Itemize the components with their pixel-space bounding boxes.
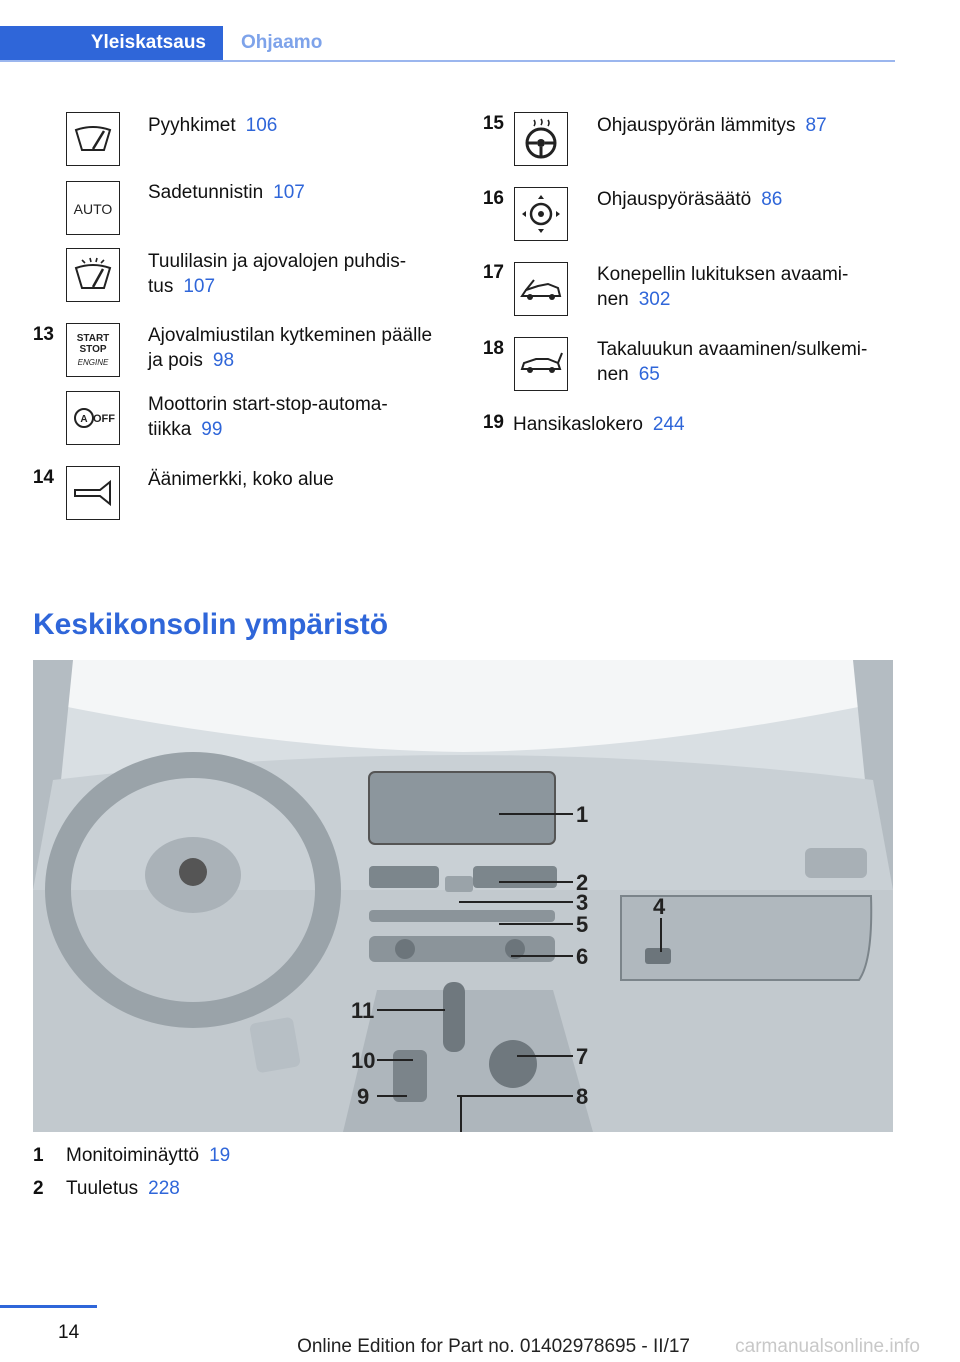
right-row-5-desc: Hansikaslokero 244 — [513, 414, 685, 435]
right-row-3-desc: Konepellin lukituksen avaami- nen 302 — [597, 264, 849, 310]
svg-text:A: A — [80, 414, 88, 425]
right-row-4-desc: Takaluukun avaaminen/sulkemi- nen 65 — [597, 339, 868, 385]
legend-item-2: Tuuletus 228 — [66, 1178, 180, 1199]
item-number: 18 — [482, 338, 504, 359]
item-number: 17 — [482, 262, 504, 283]
left-row-4-desc: Ajovalmiustilan kytkeminen päälle ja pois 98 — [148, 325, 433, 371]
page-ref[interactable]: 98 — [212, 350, 235, 371]
auto-icon — [66, 181, 120, 235]
edition-note: Online Edition for Part no. 01402978695 - II/17 — [297, 1336, 690, 1357]
trunk-icon — [514, 337, 568, 391]
callout-5: 5 — [576, 912, 589, 937]
steering-adjust-icon — [514, 187, 568, 241]
svg-text:AUTO: AUTO — [73, 201, 113, 217]
page-number: 14 — [58, 1322, 80, 1343]
left-row-2-desc: Sadetunnistin 107 — [148, 182, 305, 203]
tab-yleiskatsaus[interactable]: Yleiskatsaus — [0, 26, 223, 60]
page-ref[interactable]: 19 — [209, 1145, 231, 1166]
washer-icon — [66, 248, 120, 302]
callout-8: 8 — [576, 1084, 589, 1109]
wiper-icon — [66, 112, 120, 166]
callout-11: 11 — [351, 998, 375, 1023]
page-ref[interactable]: 87 — [805, 115, 827, 136]
svg-text:OFF: OFF — [93, 413, 115, 425]
page-ref[interactable]: 99 — [201, 419, 223, 440]
steering-heat-icon — [514, 112, 568, 166]
section-title: Keskikonsolin ympäristö — [33, 608, 389, 641]
left-row-6-desc: Äänimerkki, koko alue — [148, 469, 334, 490]
legend-number: 2 — [33, 1178, 44, 1199]
item-number: 16 — [482, 188, 504, 209]
footer-rule — [0, 1305, 97, 1308]
item-number: 15 — [482, 113, 504, 134]
callout-2: 2 — [576, 870, 589, 895]
header-tabs — [0, 26, 895, 62]
right-row-1-desc: Ohjauspyörän lämmitys 87 — [597, 115, 827, 136]
left-row-5-desc: Moottorin start-stop-automa- tiikka 99 — [148, 394, 388, 440]
svg-text:ENGINE: ENGINE — [77, 358, 109, 367]
tab-ohjaamo[interactable]: Ohjaamo — [241, 32, 323, 53]
center-console-illustration — [33, 660, 893, 1132]
svg-text:START: START — [76, 333, 110, 344]
page-ref[interactable]: 65 — [638, 364, 660, 385]
legend-number: 1 — [33, 1145, 44, 1166]
horn-icon — [66, 466, 120, 520]
callout-4: 4 — [653, 894, 666, 919]
page-ref[interactable]: 228 — [148, 1178, 180, 1199]
right-row-2-desc: Ohjauspyöräsäätö 86 — [597, 189, 783, 210]
page-ref[interactable]: 302 — [638, 289, 671, 310]
callout-1: 1 — [576, 802, 589, 827]
item-number: 13 — [32, 324, 54, 345]
callout-6: 6 — [576, 944, 589, 969]
callout-9: 9 — [357, 1084, 370, 1109]
page-ref[interactable]: 106 — [245, 115, 278, 136]
callout-10: 10 — [351, 1048, 376, 1073]
svg-text:STOP: STOP — [79, 344, 107, 355]
watermark: carmanualsonline.info — [735, 1336, 920, 1357]
item-number: 19 — [482, 412, 504, 433]
page-ref[interactable]: 86 — [761, 189, 783, 210]
start-stop-icon — [66, 323, 120, 377]
page-ref[interactable]: 244 — [652, 414, 685, 435]
auto-stop-off-icon — [66, 391, 120, 445]
legend-item-1: Monitoiminäyttö 19 — [66, 1145, 231, 1166]
header-rule — [0, 60, 895, 62]
hood-release-icon — [514, 262, 568, 316]
left-row-1-desc: Pyyhkimet 106 — [148, 115, 278, 136]
callout-7: 7 — [576, 1044, 589, 1069]
page-ref[interactable]: 107 — [183, 276, 216, 297]
left-row-3-desc: Tuulilasin ja ajovalojen puhdis- tus 107 — [148, 251, 407, 297]
page-ref[interactable]: 107 — [273, 182, 305, 203]
callout-3: 3 — [576, 890, 589, 915]
item-number: 14 — [32, 467, 54, 488]
